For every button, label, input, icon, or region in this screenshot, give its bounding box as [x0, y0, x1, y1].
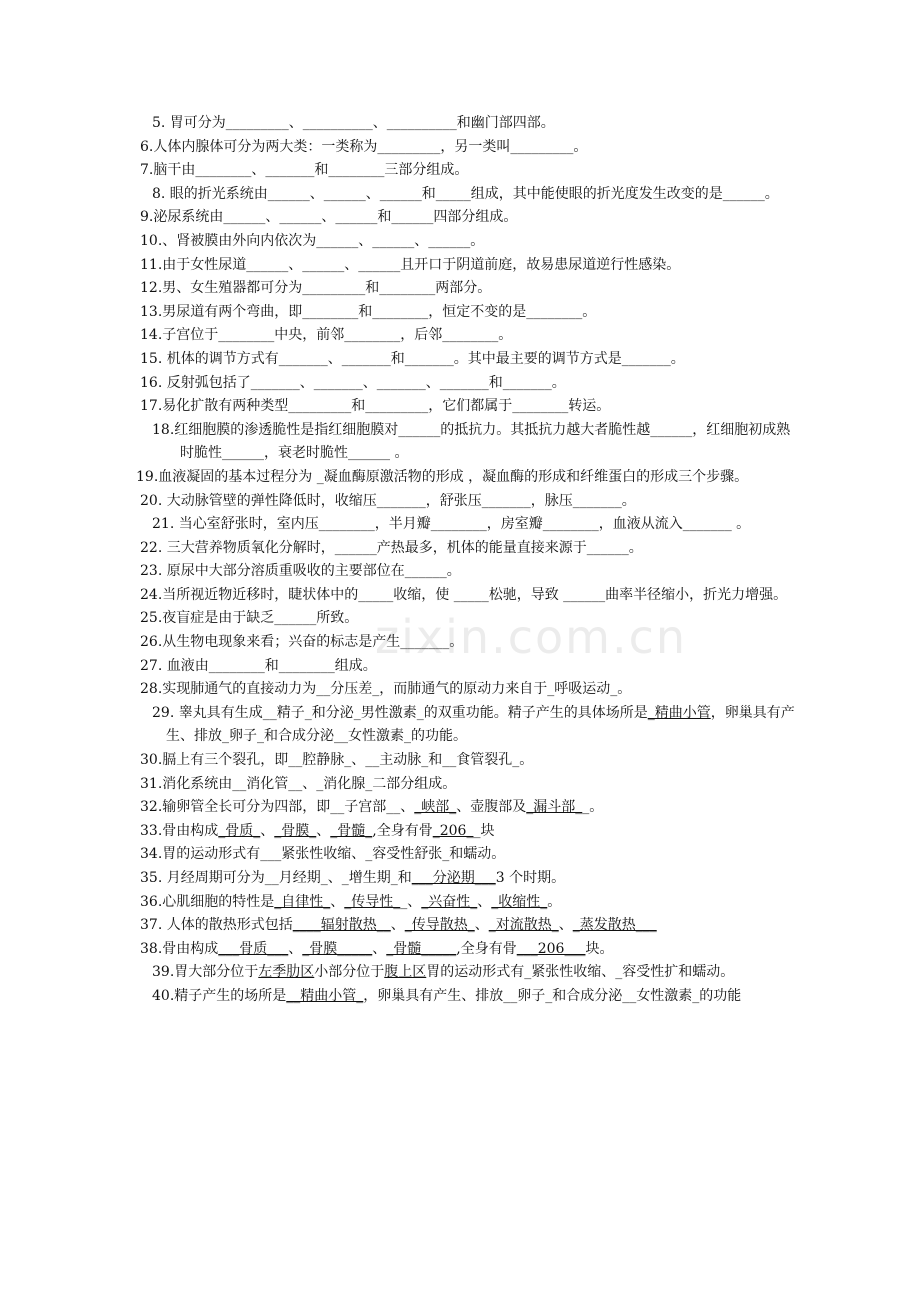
underlined-answer: ___分泌期___: [411, 870, 496, 886]
question-list: [136, 112, 800, 1009]
underlined-answer: ____辐射散热__: [292, 917, 391, 934]
question-29: 29. 睾丸具有生成__精子_和分泌_男性激素_的双重功能。精子产生的具体场所是_精曲小管，卵巢具有产生、排放_卵子_和合成分泌__女性激素_的功能。: [152, 704, 795, 745]
question-27: 27. 血液由________和________组成。: [140, 657, 377, 674]
underlined-answer: 左季肋区: [258, 964, 315, 981]
question-36: 36.心肌细胞的特性是_自律性_、_传导性__、_兴奋性_、_收缩性_。: [140, 893, 562, 910]
underlined-answer: _206_: [432, 822, 474, 839]
question-20: 20. 大动脉管壁的弹性降低时，收缩压_______，舒张压_______，脉压_______。: [140, 492, 636, 509]
question-14: 14.子宫位于________中央，前邻________，后邻________。: [140, 327, 513, 344]
question-35: 35. 月经周期可分为__月经期_、_增生期_和___分泌期___3 个时期。: [140, 870, 566, 886]
question-7: 7.脑干由________、_______和________三部分组成。: [140, 162, 469, 179]
question-39: 39.胃大部分位于左季肋区小部分位于腹上区胃的运动形式有_紧张性收缩、_容受性扩和蠕动。: [152, 964, 735, 981]
question-34: 34.胃的运动形式有___紧张性收缩、_容受性舒张_和蠕动。: [140, 846, 506, 863]
question-23: 23. 原尿中大部分溶质重吸收的主要部位在______。: [140, 563, 461, 580]
underlined-answer: _骨膜_: [274, 822, 317, 839]
question-8: 8. 眼的折光系统由______、______、______和_____组成，其中能使眼的折光度发生改变的是______。: [152, 185, 779, 202]
question-21: 21. 当心室舒张时，室内压________，半月瓣________，房室瓣________，血液从流入_______ 。: [152, 516, 751, 533]
underlined-answer: ___骨质___: [218, 940, 289, 957]
underlined-answer: _收缩性_: [491, 893, 548, 910]
question-31: 31.消化系统由__消化管__、_消化腺_二部分组成。: [140, 775, 457, 792]
watermark: zixin.com.cn: [375, 610, 688, 664]
question-33: 33.骨由构成_骨质_、_骨膜_、_骨髓_,全身有骨_206__块: [140, 822, 495, 839]
question-5: 5. 胃可分为_________、__________、__________和幽门部四部。: [152, 115, 555, 131]
question-16: 16. 反射弧包括了_______、_______、_______、_______和_______。: [140, 374, 566, 391]
underlined-answer: _传导性_: [344, 893, 401, 910]
underlined-answer: _精曲小管: [647, 704, 711, 721]
question-32: 32.输卵管全长可分为四部，即__子宫部__、_峡部_、壶腹部及_漏斗部__。: [140, 799, 604, 816]
underlined-answer: _自律性_: [274, 893, 331, 910]
underlined-answer: _兴奋性_: [421, 893, 478, 910]
question-12: 12.男、女生殖器都可分为_________和________两部分。: [140, 280, 492, 297]
question-24: 24.当所视近物近移时，睫状体中的_____收缩，使 _____松驰，导致 ______曲率半径缩小，折光力增强。: [140, 586, 788, 603]
question-11: 11.由于女性尿道______、______、______且开口于阴道前庭，故易患尿道逆行性感染。: [140, 256, 681, 273]
underlined-answer: 腹上区: [384, 964, 427, 981]
question-10: 10.、肾被膜由外向内依次为______、______、______。: [140, 232, 485, 249]
underlined-answer: _骨膜_____: [302, 940, 373, 957]
question-22: 22. 三大营养物质氧化分解时，______产热最多，机体的能量直接来源于______。: [140, 539, 643, 556]
question-18: 18.红细胞膜的渗透脆性是指红细胞膜对______的抵抗力。其抵抗力越大者脆性越______，红细胞初成熟时脆性______，衰老时脆性______ 。: [152, 421, 791, 462]
question-28: 28.实现肺通气的直接动力为__分压差_，而肺通气的原动力来自于_呼吸运动_。: [140, 681, 632, 698]
question-6: 6.人体内腺体可分为两大类：一类称为_________，另一类叫_________。: [140, 138, 588, 155]
question-19: 19.血液凝固的基本过程分为 _凝血酶原激活物的形成 ，凝血酶的形成和纤维蛋白的形成三个步骤。: [136, 468, 749, 485]
question-25: 25.夜盲症是由于缺乏______所致。: [140, 610, 359, 627]
underlined-answer: _骨髓_____: [386, 940, 457, 957]
question-26: 26.从生物电现象来看；兴奋的标志是产生_______。: [140, 634, 464, 651]
question-40: 40.精子产生的场所是__精曲小管_，卵巢具有产生、排放__卵子_和合成分泌__女性激素_的功能: [152, 987, 742, 1004]
underlined-answer: _传导散热_: [404, 917, 475, 934]
underlined-answer: _峡部_: [414, 799, 457, 816]
underlined-answer: _骨质_: [218, 822, 261, 839]
question-9: 9.泌尿系统由______、______、______和______四部分组成。: [140, 209, 518, 226]
question-13: 13.男尿道有两个弯曲，即________和________，恒定不变的是________。: [140, 303, 597, 320]
underlined-answer: _蒸发散热___: [572, 917, 657, 934]
question-37: 37. 人体的散热形式包括____辐射散热__、_传导散热_、_对流散热_、_蒸发散热___: [140, 917, 657, 934]
question-15: 15. 机体的调节方式有_______、_______和_______。其中最主要的调节方式是_______。: [140, 350, 685, 367]
underlined-answer: _对流散热_: [488, 917, 559, 934]
underlined-answer: __精曲小管_: [286, 987, 364, 1004]
underlined-answer: _漏斗部_: [526, 799, 583, 816]
question-38: 38.骨由构成___骨质___、_骨膜_____、_骨髓_____,全身有骨___206___块。: [140, 940, 614, 957]
question-17: 17.易化扩散有两种类型_________和_________，它们都属于________转运。: [140, 398, 611, 415]
underlined-answer: ___206___: [516, 940, 586, 957]
underlined-answer: _骨髓_: [330, 822, 373, 839]
question-30: 30.膈上有三个裂孔，即__腔静脉_、__主动脉_和__食管裂孔_。: [140, 752, 534, 769]
